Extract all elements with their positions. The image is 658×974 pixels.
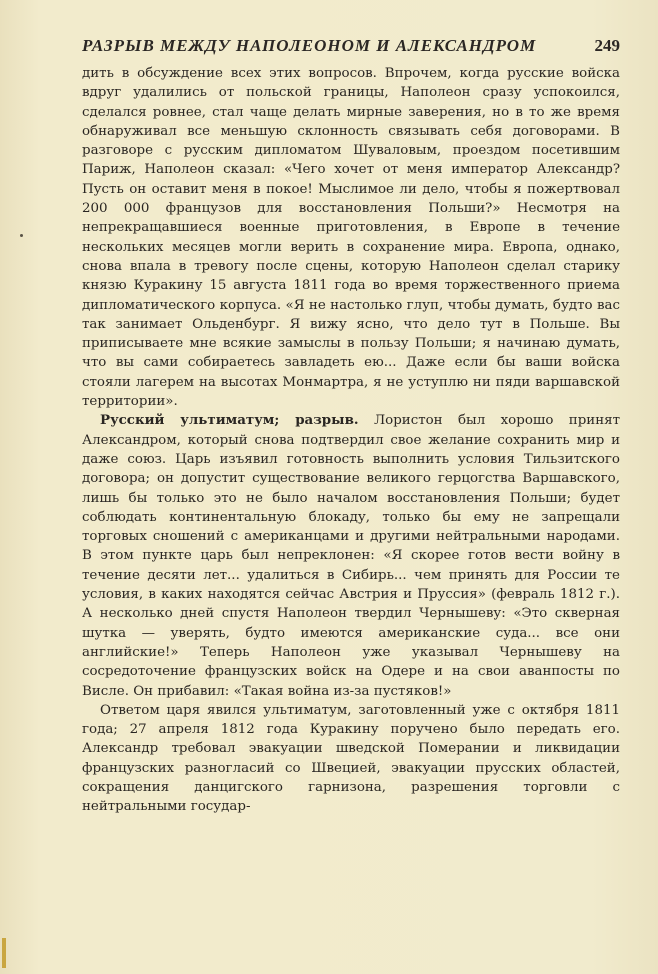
paragraph-1 (82, 64, 620, 411)
paragraph-3-text: Ответом царя явился ультиматум, заготовленный уже с октября 1811 года; 27 апреля 1812 года Куракину поручено было передать его. Александр требовал эвакуации шведской Померании и ликвидации французских разногласий со Швецией, эвакуации прусских областей, сокращения данцигского гарнизона, разрешения торговли с нейтральными государ- (82, 702, 620, 815)
section-lead: Русский ультиматум; разрыв. (100, 412, 359, 429)
margin-dot (20, 234, 23, 237)
body-text (82, 64, 620, 817)
page-header (82, 36, 620, 58)
paragraph-2 (82, 411, 620, 700)
edge-mark (2, 938, 6, 968)
paragraph-3 (82, 701, 620, 817)
page-number: 249 (594, 36, 620, 55)
paragraph-2-text: Лористон был хорошо принят Александром, который снова подтвердил свое желание сохранить мир и даже союз. Царь изъявил готовность выполнить условия Тильзитского договора; он допустит существование великого герцогства Варшавского, лишь бы только это не было началом восстановления Польши; будет соблюдать континентальную блокаду, только бы ему не запрещали торговых сношений с американцами и другими нейтральными народами. В этом пункте царь был непреклонен: «Я скорее готов вести войну в течение десяти лет... удалиться в Сибирь... чем принять для России те условия, в каких находятся сейчас Австрия и Пруссия» (февраль 1812 г.). А несколько дней спустя Наполеон твердил Чернышеву: «Это скверная шутка — уверять, будто имеются американские суда... все они английские!» Теперь Наполеон уже указывал Чернышеву на сосредоточение французских войск на Одере и на свои аванпосты по Висле. Он прибавил: «Такая война из-за пустяков!» (82, 413, 621, 699)
paragraph-1-text: дить в обсуждение всех этих вопросов. Впрочем, когда русские войска вдруг удалились от польской границы, Наполеон сразу успокоился, сделался ровнее, стал чаще делать мирные заверения, но в то же время обнаруживал все меньшую склонность связывать себя договорами. В разговоре с русским дипломатом Шуваловым, проездом посетившим Париж, Наполеон сказал: «Чего хочет от меня император Александр? Пусть он оставит меня в покое! Мыслимое ли дело, чтобы я пожертвовал 200 000 французов для восстановления Польши?» Несмотря на непрекращавшиеся военные приготовления, в Европе в течение нескольких месяцев могли верить в сохранение мира. Европа, однако, снова впала в тревогу после сцены, которую Наполеон сделал старику князю Куракину 15 августа 1811 года во время торжественного приема дипломатического корпуса. «Я не настолько глуп, чтобы думать, будто вас так занимает Ольденбург. Я вижу ясно, что дело тут в Польше. Вы приписываете мне всякие замыслы в пользу Польши; я начинаю думать, что вы сами собираетесь завладеть ею... Даже если бы ваши войска стояли лагерем на высотах Монмартра, я не уступлю ни пяди варшавской территории». (82, 66, 620, 410)
running-head: РАЗРЫВ МЕЖДУ НАПОЛЕОНОМ И АЛЕКСАНДРОМ (82, 36, 537, 55)
